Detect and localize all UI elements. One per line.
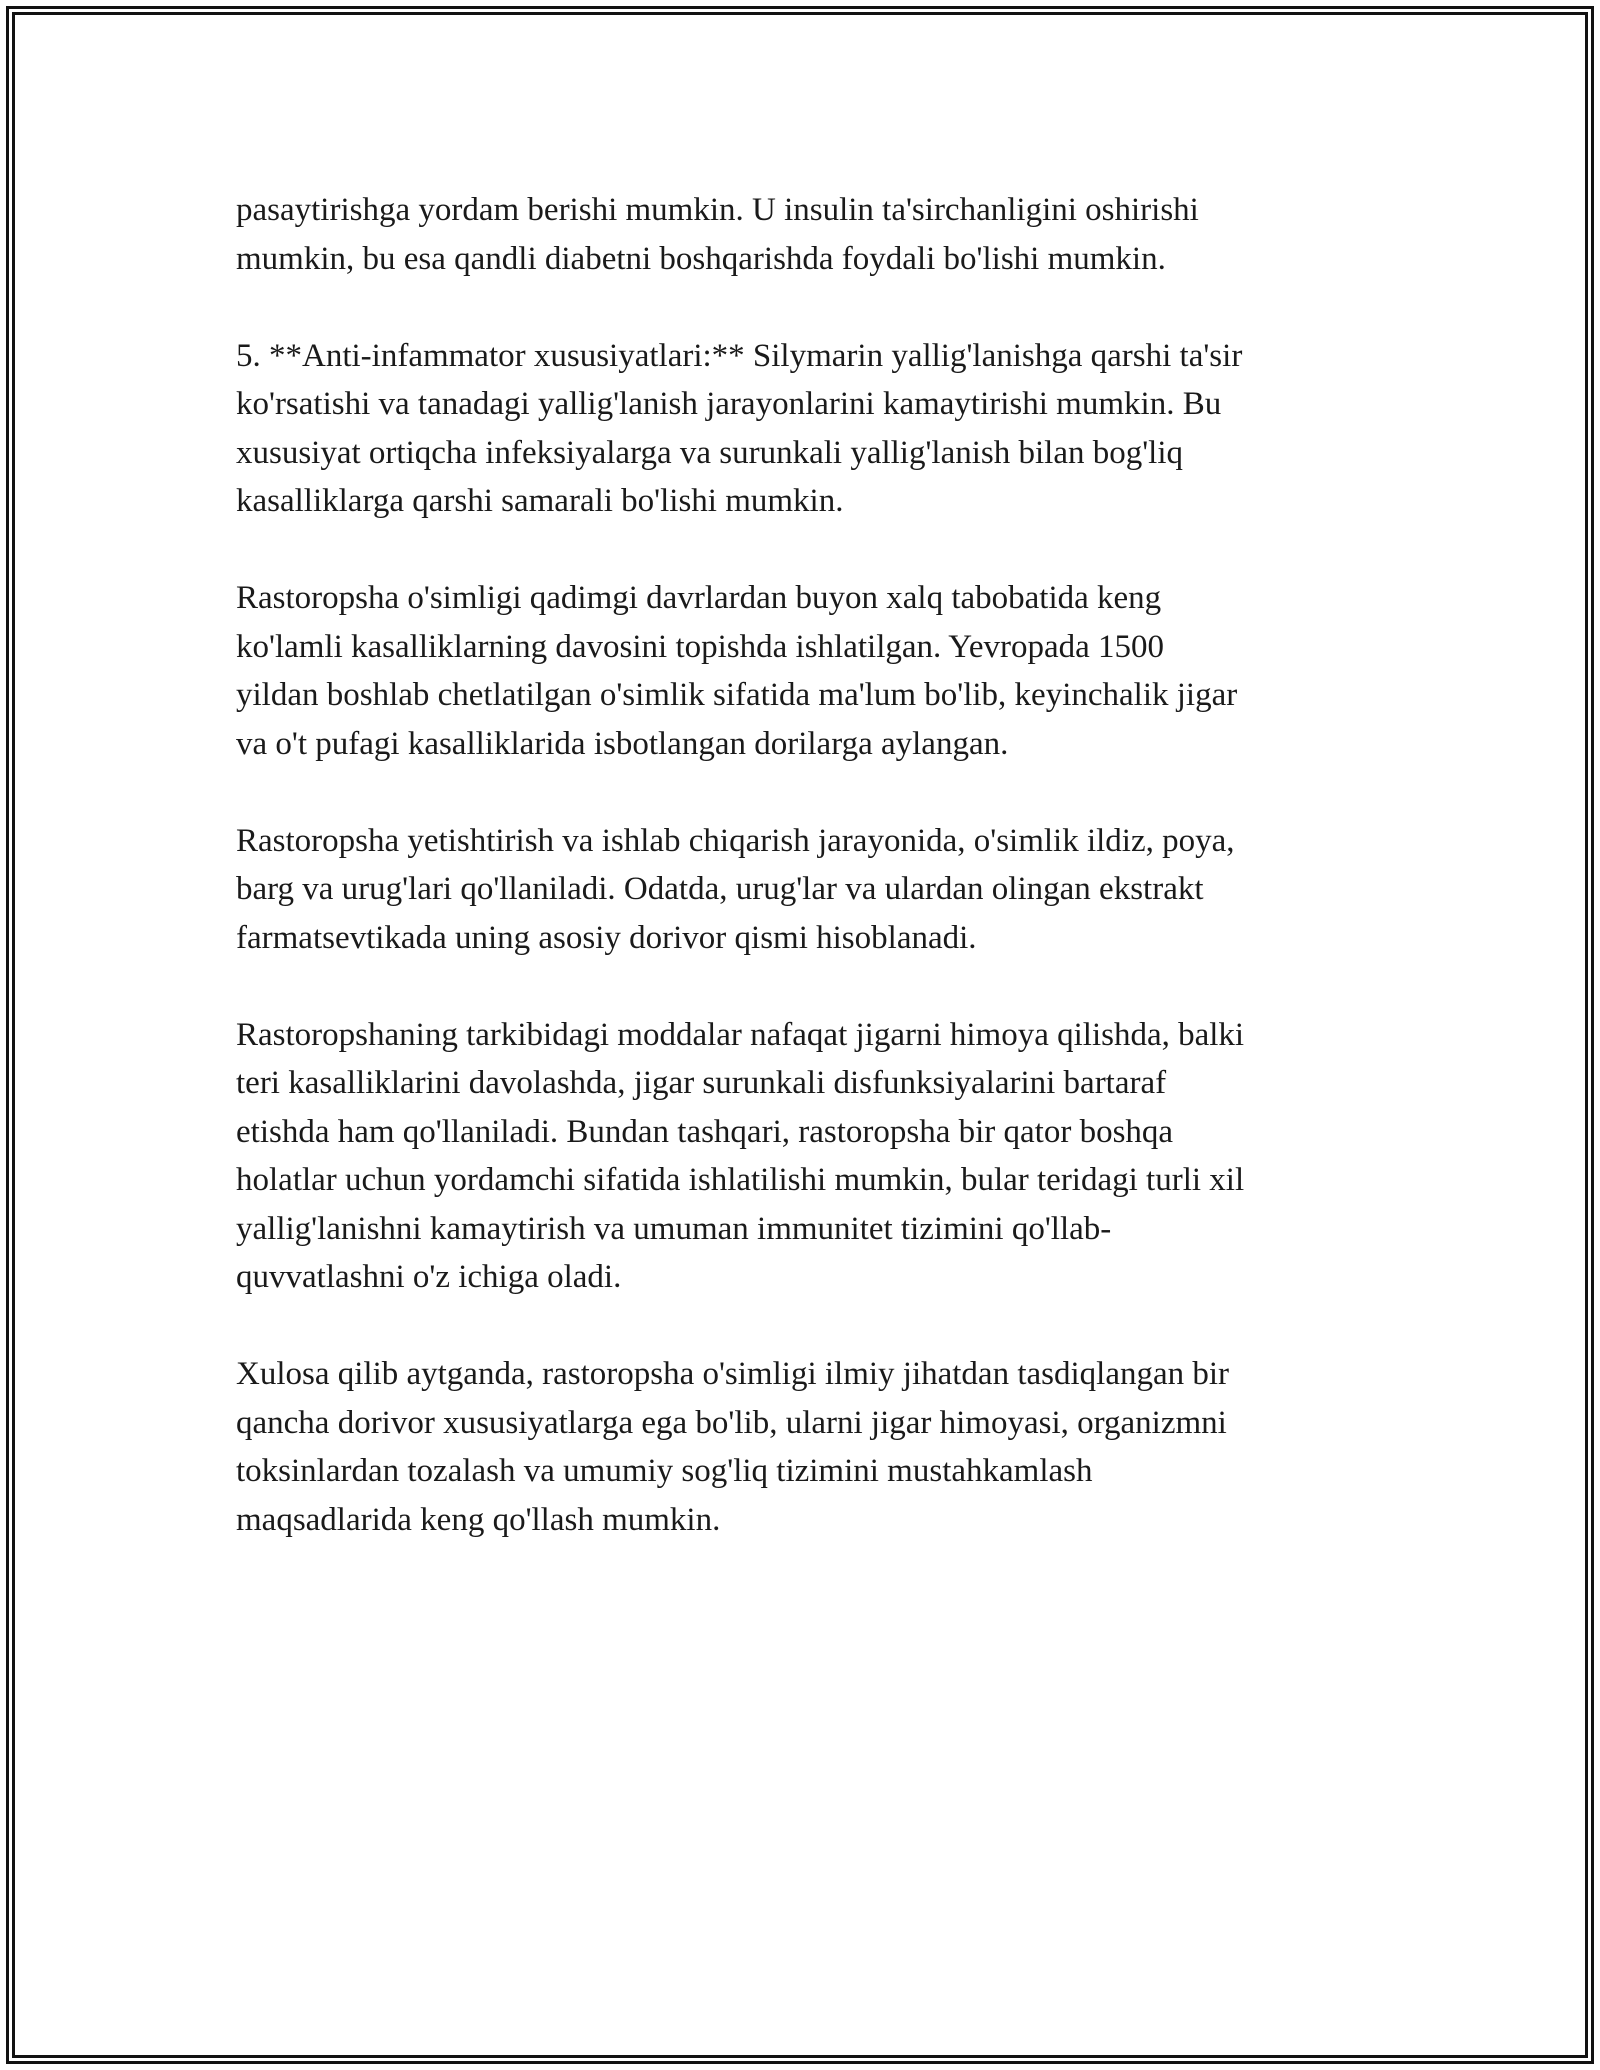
text-line: ko'rsatishi va tanadagi yallig'lanish jarayonlarini kamaytirishi mumkin. Bu (236, 386, 1222, 422)
text-line: farmatsevtikada uning asosiy dorivor qismi hisoblanadi. (236, 919, 977, 956)
text-line: Rastoropsha o'simligi qadimgi davrlardan buyon xalq tabobatida keng (236, 580, 1162, 616)
text-line: teri kasalliklarini davolashda, jigar surunkali disfunksiyalarini bartaraf (236, 1065, 1167, 1101)
text-line: maqsadlarida keng qo'llash mumkin. (236, 1501, 721, 1538)
text-line: va o't pufagi kasalliklarida isbotlangan dorilarga aylangan. (236, 725, 1009, 762)
text-line: ko'lamli kasalliklarning davosini topishda ishlatilgan. Yevropada 1500 (236, 628, 1164, 665)
text-line: qancha dorivor xususiyatlarga ega bo'lib, ularni jigar himoyasi, organizmni (236, 1404, 1227, 1441)
text-line: Rastoropshaning tarkibidagi moddalar nafaqat jigarni himoya qilishda, balki (236, 1016, 1245, 1053)
paragraph-5 (236, 1011, 1376, 1302)
paragraph-1 (236, 186, 1376, 283)
text-line: toksinlardan tozalash va umumiy sog'liq tizimini mustahkamlash (236, 1453, 1093, 1489)
text-line: barg va urug'lari qo'llaniladi. Odatda, urug'lar va ulardan olingan ekstrakt (236, 871, 1204, 907)
text-line: xususiyat ortiqcha infeksiyalarga va surunkali yallig'lanish bilan bog'liq (236, 434, 1184, 471)
text-line: etishda ham qo'llaniladi. Bundan tashqari, rastoropsha bir qator boshqa (236, 1113, 1174, 1150)
text-line: yallig'lanishni kamaytirish va umuman immunitet tizimini qo'llab- (236, 1210, 1112, 1247)
document-body (236, 186, 1376, 1593)
paragraph-3 (236, 574, 1376, 768)
paragraph-6 (236, 1350, 1376, 1544)
text-line: quvvatlashni o'z ichiga oladi. (236, 1259, 622, 1295)
text-line: mumkin, bu esa qandli diabetni boshqarishda foydali bo'lishi mumkin. (236, 240, 1166, 277)
text-line: Xulosa qilib aytganda, rastoropsha o'simligi ilmiy jihatdan tasdiqlangan bir (236, 1356, 1230, 1392)
text-line: pasaytirishga yordam berishi mumkin. U insulin ta'sirchanligini oshirishi (236, 192, 1199, 228)
text-line: yildan boshlab chetlatilgan o'simlik sifatida ma'lum bo'lib, keyinchalik jigar (236, 677, 1238, 713)
text-line: Rastoropsha yetishtirish va ishlab chiqarish jarayonida, o'simlik ildiz, poya, (236, 822, 1235, 859)
paragraph-2 (236, 332, 1376, 526)
paragraph-4 (236, 817, 1376, 963)
text-line: 5. **Anti-infammator xususiyatlari:** Silymarin yallig'lanishga qarshi ta'sir (236, 337, 1243, 374)
text-line: holatlar uchun yordamchi sifatida ishlatilishi mumkin, bular teridagi turli xil (236, 1162, 1245, 1198)
text-line: kasalliklarga qarshi samarali bo'lishi mumkin. (236, 483, 844, 519)
